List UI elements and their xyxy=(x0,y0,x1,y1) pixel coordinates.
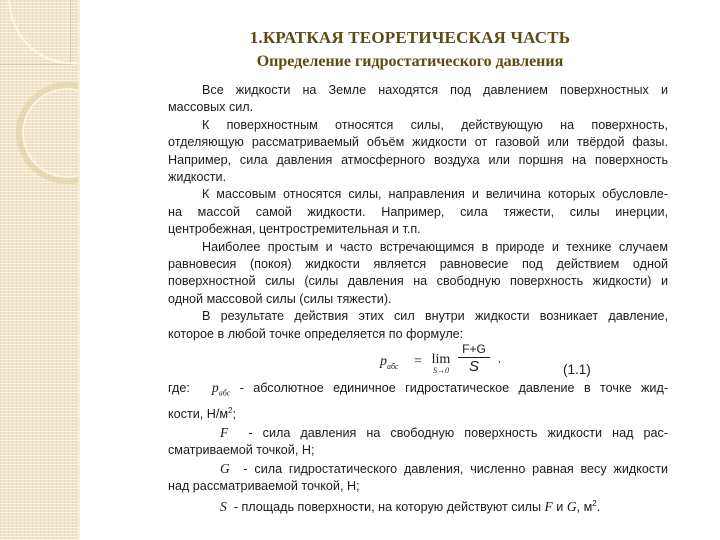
symbol-G: G xyxy=(566,499,577,515)
text-line: над рассматриваемой точкой, Н; xyxy=(168,479,360,493)
limit-subscript: S→0 xyxy=(433,365,449,375)
definition-text: кости, Н/м xyxy=(168,407,229,422)
paragraph-result xyxy=(168,308,668,343)
conjunction: и xyxy=(556,500,564,515)
strip-edge xyxy=(78,0,80,540)
text-line: одной массовой силы (силы тяжести). xyxy=(168,291,392,306)
text-line: К поверхностным относятся силы, действующую на поверхность, xyxy=(202,117,668,132)
definition-F xyxy=(168,424,668,460)
fraction-denominator: S xyxy=(468,358,479,376)
text-line xyxy=(168,402,668,424)
slide-subtitle: Определение гидростатического давления xyxy=(256,53,564,70)
text-line: Например, сила давления атмосферного воздуха или поршня на поверхность xyxy=(168,152,668,167)
text-line: поверхностной силы (силы давления на свободную поверхность жидкости) и xyxy=(168,274,668,289)
pressure-formula xyxy=(168,342,668,379)
definition-p-abs xyxy=(168,379,668,424)
symbol-subscript: абс xyxy=(218,388,231,398)
text-line: Все жидкости на Земле находятся под давлением поверхностных и xyxy=(202,83,668,97)
text-line xyxy=(168,424,668,442)
definition-text: - абсолютное единичное гидростатическое давление в точке жид- xyxy=(239,381,669,396)
paragraph-surface-forces xyxy=(168,117,668,187)
symbol-p xyxy=(212,380,231,398)
slide-header xyxy=(160,27,660,73)
unit-text: , м xyxy=(576,500,593,515)
decorative-circle xyxy=(16,82,80,184)
decorative-side-strip xyxy=(0,0,80,540)
symbol-F: F xyxy=(544,499,553,515)
formula-symbol-p: p xyxy=(380,354,387,370)
definition-G xyxy=(168,460,668,496)
unit-superscript: 2 xyxy=(228,406,233,416)
definition-text: - сила давления на свободную поверхность жидкости над рас- xyxy=(248,425,668,440)
paragraph-intro xyxy=(168,82,668,117)
text-line xyxy=(168,460,668,478)
formula-equals: = xyxy=(414,354,422,370)
paragraph-mass-forces xyxy=(168,186,668,238)
definition-end: . xyxy=(596,500,601,515)
unit-superscript: 2 xyxy=(592,499,597,509)
text-line: В результате действия этих сил внутри жидкости возникает давление, xyxy=(202,309,668,324)
text-line xyxy=(168,379,668,402)
where-label: где: xyxy=(168,381,190,396)
limit-label: lim xyxy=(431,352,451,368)
text-line: сматриваемой точкой, Н; xyxy=(168,443,315,458)
formula-lhs xyxy=(380,353,398,375)
symbol-F: F xyxy=(220,424,229,440)
paragraph-equilibrium xyxy=(168,239,668,309)
definition-text: - сила гидростатического давления, численно равная весу жидкости xyxy=(243,461,668,476)
formula-subscript: абс xyxy=(387,361,399,371)
text-line: массовых сил. xyxy=(168,100,254,115)
definition-end: ; xyxy=(232,407,236,422)
text-line: жидкости. xyxy=(168,170,227,185)
text-line: равновесия (покоя) жидкости является равновесие под действием одной xyxy=(168,257,668,272)
text-line: отделяющую рассматриваемый объём жидкости от газовой или твёрдой фазы. xyxy=(168,135,668,150)
text-line: К массовым относятся силы, направления и величина которых обусловле- xyxy=(202,187,668,202)
definition-S xyxy=(168,495,668,517)
text-line: которое в любой точке определяется по формуле: xyxy=(168,326,464,341)
text-line xyxy=(168,495,668,517)
symbol-S: S xyxy=(220,499,227,515)
formula-comma: , xyxy=(498,354,501,366)
symbol-text: p xyxy=(212,380,219,396)
definition-text: - площадь поверхности, на которую действуют силы xyxy=(233,500,542,515)
symbol-G: G xyxy=(220,460,230,476)
text-line: Наиболее простым и часто встречающимся в природе и технике случаем xyxy=(202,239,668,254)
formula-limit xyxy=(426,351,456,374)
text-line: центробежная, центростремительная и т.п. xyxy=(168,222,421,237)
formula-number: (1.1) xyxy=(563,362,591,378)
slide-title: 1.КРАТКАЯ ТЕОРЕТИЧЕСКАЯ ЧАСТЬ xyxy=(249,28,571,47)
fraction-numerator: F+G xyxy=(458,341,490,358)
formula-fraction xyxy=(458,341,490,375)
text-line: на массой самой жидкости. Например, сила тяжести, силы инерции, xyxy=(168,204,668,219)
slide-body xyxy=(168,82,668,517)
